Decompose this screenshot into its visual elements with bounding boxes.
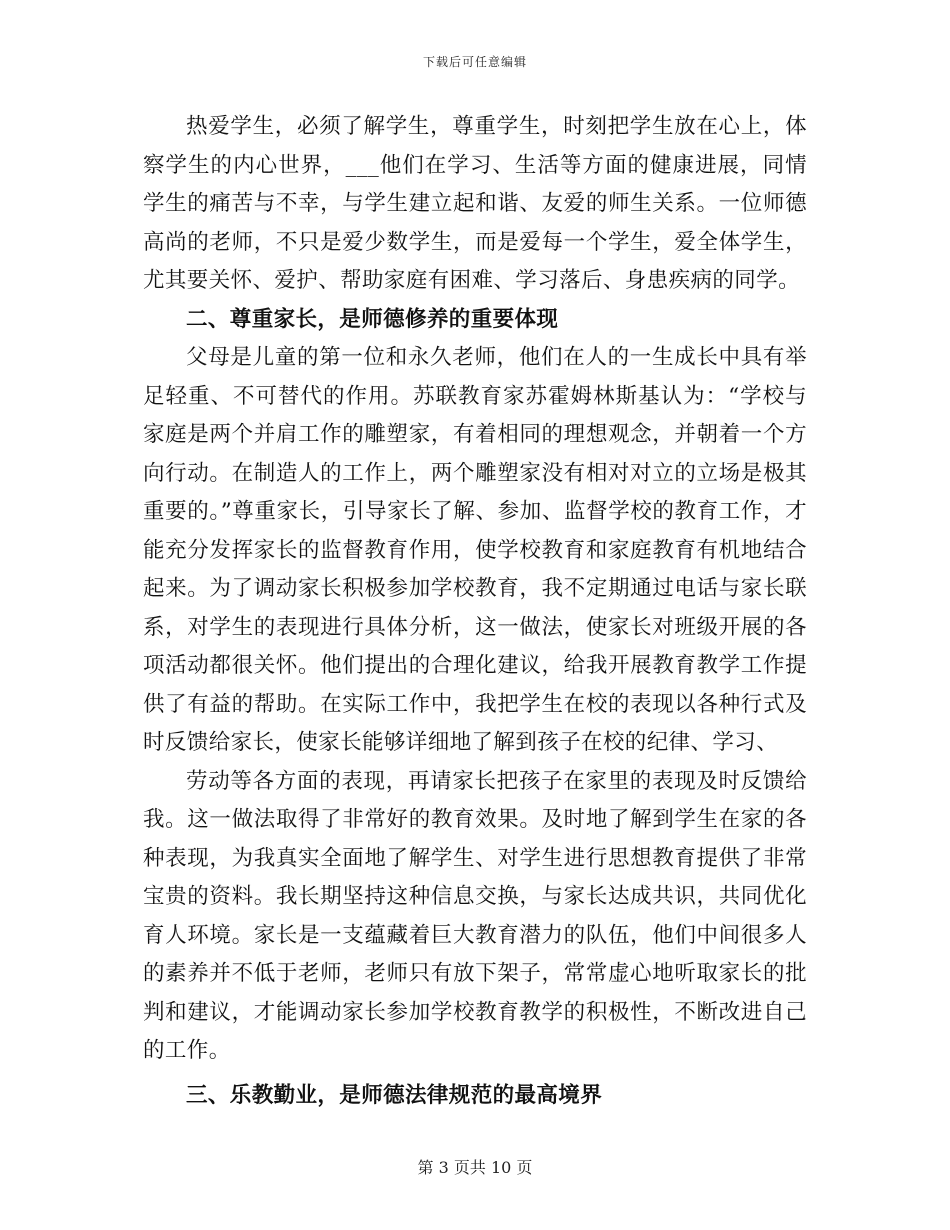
- section-heading-respect-parents: 二、尊重家长，是师德修养的重要体现: [186, 306, 559, 332]
- page-number-footer: 第 3 页共 10 页: [417, 1158, 533, 1177]
- paragraph-parents-role: 父母是儿童的第一位和永久老师，他们在人的一生成长中具有举足轻重、不可替代的作用。苏联教育家苏霍姆林斯基认为：“学校与家庭是两个并肩工作的雕塑家，有着相同的理想观念，并朝着一个方向行动。在制造人的工作上，两个雕塑家没有相对对立的立场是极其重要的。”尊重家长，引导家长了解、参加、监督学校的教育工作，才能充分发挥家长的监督教育作用，使学校教育和家庭教育有机地结合起来。为了调动家长积极参加学校教育，我不定期通过电话与家长联系，对学生的表现进行具体分析，这一做法，使家长对班级开展的各项活动都很关怀。他们提出的合理化建议，给我开展教育教学工作提供了有益的帮助。在实际工作中，我把学生在校的表现以各种行式及时反馈给家长，使家长能够详细地了解到孩子在校的纪律、学习、: [143, 345, 807, 755]
- page-header: 下载后可任意编辑: [422, 55, 527, 69]
- section-heading-dedication: 三、乐教勤业，是师德法律规范的最高境界: [186, 1082, 603, 1108]
- document-body: [143, 108, 807, 1115]
- paragraph-love-students: 热爱学生，必须了解学生，尊重学生，时刻把学生放在心上，体察学生的内心世界，___他们在学习、生活等方面的健康进展，同情学生的痛苦与不幸，与学生建立起和谐、友爱的师生关系。一位师德高尚的老师，不只是爱少数学生，而是爱每一个学生，爱全体学生，尤其要关怀、爱护、帮助家庭有困难、学习落后、身患疾病的同学。: [143, 114, 807, 293]
- paragraph-feedback-exchange: 劳动等各方面的表现，再请家长把孩子在家里的表现及时反馈给我。这一做法取得了非常好的教育效果。及时地了解到学生在家的各种表现，为我真实全面地了解学生、对学生进行思想教育提供了非常宝贵的资料。我长期坚持这种信息交换，与家长达成共识，共同优化育人环境。家长是一支蕴藏着巨大教育潜力的队伍，他们中间很多人的素养并不低于老师，老师只有放下架子，常常虚心地听取家长的批判和建议，才能调动家长参加学校教育教学的积极性，不断改进自己的工作。: [143, 768, 807, 1063]
